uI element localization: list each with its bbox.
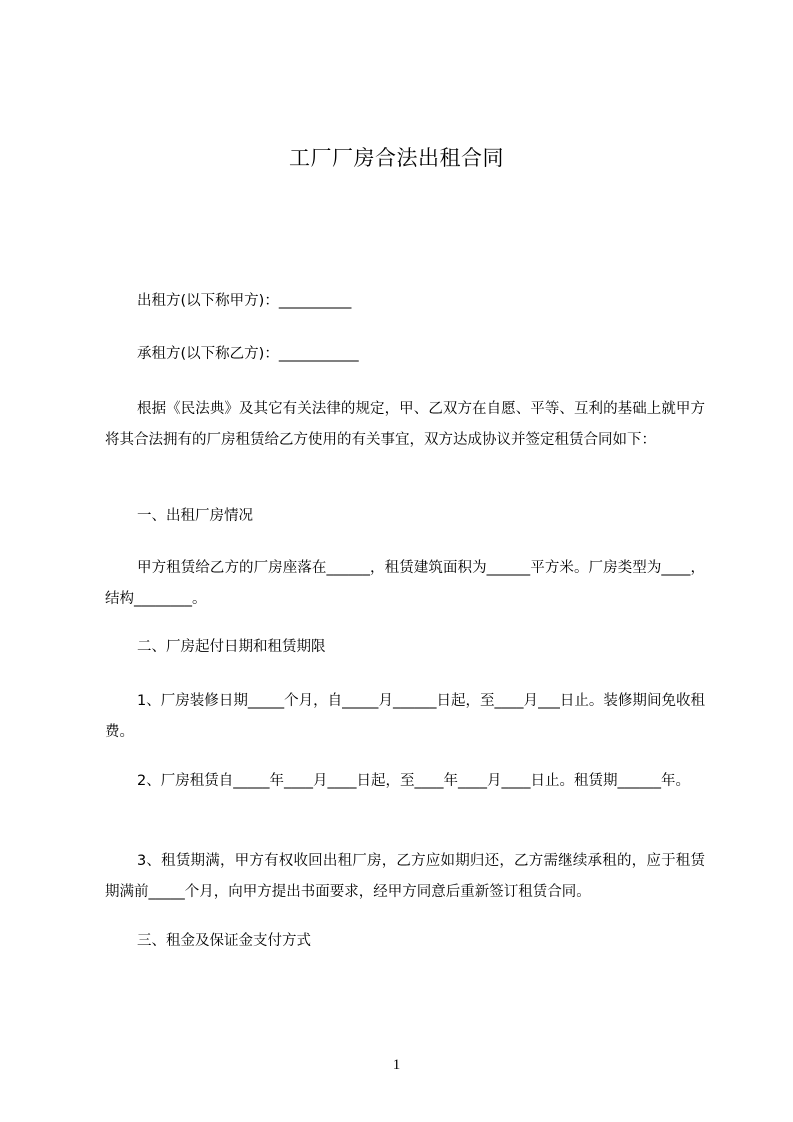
section3-heading: 三、租金及保证金支付方式	[137, 933, 311, 949]
document-title: 工厂厂房合法出租合同	[289, 146, 504, 170]
page-number: 1	[392, 1057, 401, 1073]
section2-item1: 1、厂房装修日期_____个月，自_____月______日起，至____月___日止。装修期间免收租费。	[105, 693, 705, 740]
section2-item3: 3、租赁期满，甲方有权收回出租厂房，乙方应如期归还，乙方需继续承租的，应于租赁期满前_____个月，向甲方提出书面要求，经甲方同意后重新签订租赁合同。	[105, 853, 705, 900]
lessee-line: 承租方(以下称乙方)：___________	[137, 346, 359, 362]
section1-heading: 一、出租厂房情况	[137, 508, 253, 524]
lessor-line: 出租方(以下称甲方)：__________	[137, 293, 352, 309]
section1-paragraph: 甲方租赁给乙方的厂房座落在______，租赁建筑面积为______平方米。厂房类型为____，结构________。	[105, 560, 705, 607]
section2-heading: 二、厂房起付日期和租赁期限	[137, 639, 326, 655]
preamble-paragraph: 根据《民法典》及其它有关法律的规定，甲、乙双方在自愿、平等、互利的基础上就甲方将其合法拥有的厂房租赁给乙方使用的有关事宜，双方达成协议并签定租赁合同如下：	[105, 401, 705, 448]
section2-item2: 2、厂房租赁自_____年____月____日起，至____年____月____日止。租赁期______年。	[137, 773, 690, 789]
